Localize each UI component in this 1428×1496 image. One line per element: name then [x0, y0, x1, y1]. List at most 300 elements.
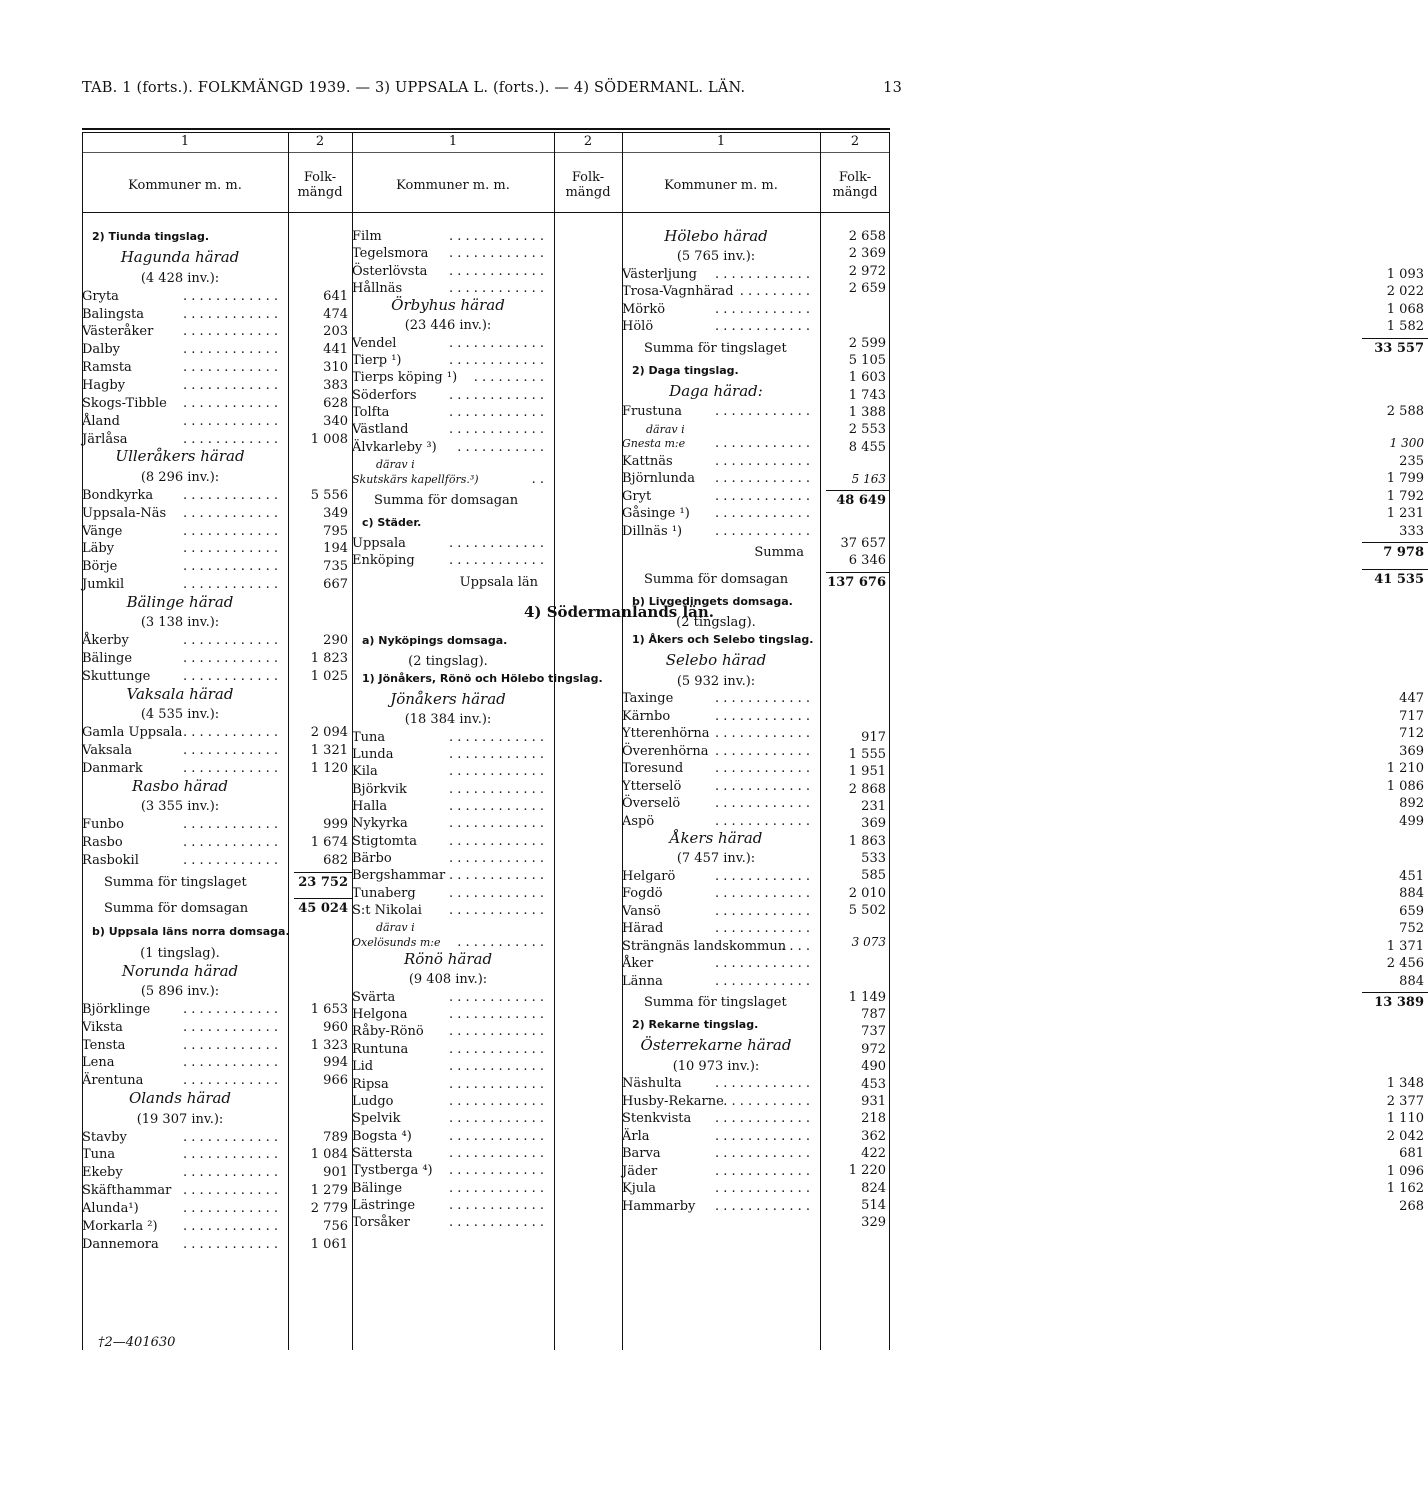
row-name: Hållnäs: [352, 281, 403, 297]
row-name: Västeråker: [82, 324, 154, 340]
row-name: Summa för domsagan: [374, 493, 519, 509]
row-value: 795: [323, 523, 348, 539]
row-name: (18 384 inv.):: [404, 712, 492, 728]
row-value: 1 388: [848, 405, 886, 421]
row-name: Gryta: [82, 288, 119, 304]
section-heading: [82, 469, 348, 487]
leader-dots: . . . . . . . . . . . .: [714, 1163, 810, 1179]
section-heading: [622, 593, 1424, 614]
row-value: 789: [323, 1129, 348, 1145]
table-row: [622, 1075, 1424, 1093]
leader-dots: . . . . . . . . . . . .: [182, 360, 278, 376]
row-name: Uppsala: [352, 536, 406, 552]
row-name: Råby-Rönö: [352, 1024, 424, 1040]
row-name: Tystberga ⁴): [352, 1163, 433, 1179]
leader-dots: . . . . . . . . . . . .: [714, 1111, 810, 1126]
row-name: Balingsta: [82, 306, 144, 322]
row-value: 2 553: [848, 422, 886, 438]
table-row: [82, 413, 348, 431]
row-name: Kila: [352, 764, 378, 780]
row-value: 340: [323, 413, 348, 429]
row-name: Tierp ¹): [352, 353, 402, 369]
col-number-1b: 1: [448, 134, 458, 149]
leader-dots: . . . . . . . . . . . .: [714, 436, 810, 452]
row-name: Kjula: [622, 1181, 657, 1196]
table-row: [82, 341, 348, 359]
row-name: Dalby: [82, 342, 120, 358]
leader-dots: . . . . . . . . . . . .: [714, 319, 810, 335]
leader-dots: . . . . . . . . . . . .: [714, 778, 810, 794]
row-value: 585: [861, 868, 886, 884]
row-name: Summa: [754, 545, 804, 561]
row-value: 2 042: [1386, 1128, 1424, 1144]
section-heading: [622, 850, 1424, 868]
row-name: Tunaberg: [352, 885, 416, 901]
row-value: 474: [323, 306, 348, 322]
leader-dots: . . . . . . . . . . . .: [182, 342, 278, 358]
table-row: [622, 903, 1424, 921]
leader-dots: . . . . . . . . . . . .: [448, 1041, 544, 1057]
row-name: Helgona: [352, 1007, 408, 1023]
table-row: [622, 1180, 1424, 1198]
row-name: (2 tingslag).: [676, 614, 756, 630]
table-top-rule-thin: [82, 132, 890, 133]
table-row: [82, 650, 348, 668]
row-name: Ulleråkers härad: [115, 447, 245, 466]
col-number-2a: 2: [315, 134, 325, 149]
row-name: Fogdö: [622, 886, 663, 902]
row-value: 735: [323, 559, 348, 575]
table-row: [622, 403, 1424, 421]
row-value: 667: [323, 577, 348, 593]
leader-dots: . . . . . . . . . . . .: [448, 422, 544, 438]
page-number: 13: [883, 80, 902, 96]
row-value: 235: [1399, 453, 1424, 469]
leader-dots: . . . . . . . . . . . .: [448, 868, 544, 884]
col-header-kommuner-c: Kommuner m. m.: [664, 178, 778, 193]
leader-dots: . . . . . . . . . . . .: [448, 263, 544, 279]
table-row: [622, 725, 1424, 743]
district-heading: [622, 652, 1424, 672]
row-name: Länna: [622, 973, 663, 989]
row-name: Björkvik: [352, 781, 407, 797]
leader-dots: . . . . . . . . . . . .: [182, 1037, 278, 1053]
district-heading: [622, 830, 1424, 850]
leader-dots: . . . . . . . . . . . .: [448, 281, 544, 297]
row-name: Morkarla ²): [82, 1218, 158, 1234]
leader-dots: . . . . . . . . . . . .: [448, 781, 544, 797]
row-value: 218: [861, 1111, 886, 1127]
population-table: [82, 128, 1424, 1348]
row-value: 659: [1399, 903, 1424, 919]
row-value: 290: [323, 633, 348, 649]
row-name: Björklinge: [82, 1001, 151, 1017]
row-name: Björnlunda: [622, 471, 695, 487]
section-heading: [82, 945, 348, 963]
table-row: [82, 742, 348, 760]
row-value: 362: [861, 1128, 886, 1144]
table-row: [622, 523, 1424, 541]
table-row: [622, 1110, 1424, 1128]
row-value: 1 743: [848, 387, 886, 403]
leader-dots: . . . . . . . . . . . .: [714, 726, 810, 741]
table-row: [82, 632, 348, 650]
sum-row: [622, 567, 1424, 593]
section-heading: [82, 228, 348, 249]
section-heading: [622, 248, 1424, 266]
leader-dots: . . . . . . . . . . . .: [714, 1146, 810, 1161]
leader-dots: . . . . . . . . . . . .: [448, 1180, 544, 1196]
row-name: Åkers härad: [669, 829, 763, 847]
row-value: 1 792: [1386, 488, 1424, 504]
leader-dots: . . . . . . . . . . . .: [182, 487, 278, 503]
leader-dots: . . . . . . . . . . . .: [182, 1200, 278, 1216]
table-row: [82, 306, 348, 324]
footer-note: †2—401630: [98, 1335, 176, 1350]
sum-rule: [1362, 569, 1428, 570]
leader-dots: . . . . . . . . . . . .: [714, 796, 810, 811]
row-value: 917: [861, 729, 886, 745]
row-name: Tierps köping ¹): [352, 370, 458, 386]
row-name: Lena: [82, 1055, 115, 1071]
section-heading: [622, 421, 1424, 436]
row-value: 13 389: [1374, 995, 1424, 1011]
leader-dots: . . . . . . . . . . . .: [182, 743, 278, 759]
row-value: 7 978: [1383, 545, 1424, 561]
row-value: 453: [861, 1076, 886, 1092]
row-name: Vaksala härad: [126, 684, 234, 703]
leader-dots: . . . . . . . . . . . .: [182, 725, 278, 741]
table-row: [622, 760, 1424, 778]
leader-dots: . . . . . . . . . . . .: [182, 760, 278, 776]
leader-dots: . . . . . . . . . . . .: [448, 1059, 544, 1075]
row-value: 641: [323, 288, 348, 304]
row-name: Söderfors: [352, 387, 417, 403]
table-row: [622, 470, 1424, 488]
leader-dots: . . . . . . . . . . .: [457, 439, 544, 455]
row-name: därav i: [376, 458, 415, 472]
col-header-kommuner-a: Kommuner m. m.: [128, 178, 242, 193]
table-row: [622, 778, 1424, 796]
row-name: Hagby: [82, 378, 126, 394]
row-value: 1 220: [848, 1163, 886, 1179]
leader-dots: . .: [531, 471, 544, 487]
row-name: Örbyhus härad: [391, 296, 505, 315]
col-header-folkmangd-b: [554, 170, 622, 200]
leader-dots: . . . . . . . . . . . .: [182, 1147, 278, 1163]
row-name: (9 408 inv.):: [408, 972, 488, 988]
leader-dots: . . . . . . . . . . . .: [448, 885, 544, 901]
row-name: Rasbo: [82, 835, 123, 850]
leader-dots: . . . . . . . . . . . .: [448, 1163, 544, 1179]
leader-dots: . . . . . . . . . . . .: [448, 764, 544, 780]
leader-dots: . . . . . . . . . . . .: [448, 246, 544, 262]
row-value: 451: [1399, 868, 1424, 884]
row-value: 490: [861, 1059, 886, 1075]
row-name: Stenkvista: [622, 1111, 692, 1126]
row-name: Funbo: [82, 817, 124, 833]
row-value: 5 105: [848, 353, 886, 369]
row-name: Åker: [622, 956, 654, 972]
row-name: Ärla: [622, 1128, 650, 1144]
row-value: 2 369: [848, 246, 886, 262]
table-row: [82, 852, 348, 870]
col-number-1c: 1: [716, 134, 726, 149]
district-heading: [82, 778, 348, 799]
leader-dots: . . . . . . . . . . . .: [448, 989, 544, 1005]
row-name: Barva: [622, 1146, 661, 1161]
leader-dots: . . . . . . . . . . . .: [714, 886, 810, 902]
leader-dots: . . . . . . . . . . . .: [182, 413, 278, 429]
row-value: 533: [861, 850, 886, 866]
row-name: Svärta: [352, 989, 396, 1005]
section-heading: [622, 631, 1424, 652]
row-value: 1 799: [1386, 471, 1424, 487]
leader-dots: . . . . . . . . . . . .: [182, 505, 278, 521]
row-name: Näshulta: [622, 1076, 682, 1091]
row-value: 787: [861, 1007, 886, 1023]
table-row: [622, 505, 1424, 523]
row-value: 1 279: [310, 1183, 348, 1199]
row-value: 1 863: [848, 833, 886, 849]
table-row: [352, 1214, 886, 1231]
row-value: 41 535: [1374, 571, 1424, 587]
col-number-1a: 1: [180, 134, 190, 149]
row-name: 2) Rekarne tingslag.: [632, 1018, 759, 1032]
row-name: Tuna: [82, 1147, 116, 1163]
row-name: Runtuna: [352, 1041, 409, 1057]
row-name: Summa för tingslaget: [644, 340, 787, 356]
row-value: 1 162: [1386, 1181, 1424, 1196]
row-name: Järlåsa: [82, 431, 128, 447]
row-name: (8 296 inv.):: [140, 469, 220, 485]
leader-dots: . . . . . . . . . . . .: [448, 387, 544, 403]
sum-row: [622, 336, 1424, 362]
row-name: därav i: [646, 422, 685, 436]
col-number-2c: 2: [850, 134, 860, 149]
row-name: Börje: [82, 559, 118, 575]
row-name: Danmark: [82, 760, 143, 776]
leader-dots: . . . . . . . . . . . .: [714, 903, 810, 919]
row-name: Alunda¹): [82, 1200, 139, 1216]
row-name: Uppsala län: [459, 574, 538, 590]
leader-dots: . . . . . . . . . . . .: [714, 813, 810, 829]
row-name: 1) Åkers och Selebo tingslag.: [632, 633, 814, 647]
row-name: Bogsta ⁴): [352, 1128, 412, 1144]
row-value: 1 093: [1386, 266, 1424, 282]
row-value: 682: [323, 852, 348, 868]
table-row: [622, 1163, 1424, 1181]
leader-dots: . . . . . . . . . . . .: [448, 1076, 544, 1092]
row-value: 2 599: [848, 335, 886, 351]
row-value: 737: [861, 1024, 886, 1040]
table-row: [82, 558, 348, 576]
leader-dots: . . . . . . . . .: [739, 284, 810, 300]
row-name: Norunda härad: [121, 961, 239, 980]
row-value: 2 094: [310, 725, 348, 741]
table-row: [622, 453, 1424, 471]
row-name: Lästringe: [352, 1197, 416, 1213]
row-value: 268: [1399, 1198, 1424, 1214]
row-name: Halla: [352, 798, 388, 814]
leader-dots: . . . . . . . . . . . .: [714, 404, 810, 419]
row-name: Läby: [82, 541, 115, 557]
row-name: b) Uppsala läns norra domsaga.: [92, 925, 290, 939]
leader-dots: . . . . . . . . . . . .: [714, 921, 810, 937]
leader-dots: . . . . . . . . . . . .: [714, 956, 810, 972]
row-value: 1 068: [1386, 301, 1424, 317]
row-name: (3 355 inv.):: [140, 799, 220, 815]
row-value: 2 588: [1386, 404, 1424, 419]
row-name: Toresund: [622, 761, 684, 776]
table-row: [622, 301, 1424, 319]
table-row: [622, 266, 1424, 284]
row-name: Stigtomta: [352, 833, 417, 849]
leader-dots: . . . . . . . . . . . .: [448, 816, 544, 832]
row-name: Jumkil: [82, 577, 125, 593]
row-value: 752: [1399, 921, 1424, 937]
row-value: 329: [861, 1215, 886, 1231]
table-row: [622, 868, 1424, 886]
leader-dots: . . . . . . . . . . . .: [182, 1165, 278, 1181]
row-name: Frustuna: [622, 404, 682, 419]
section-heading: [82, 798, 348, 816]
row-name: Ramsta: [82, 360, 132, 376]
row-name: Bondkyrka: [82, 487, 154, 503]
row-name: Hammarby: [622, 1198, 696, 1214]
row-value: 1 110: [1386, 1111, 1424, 1126]
row-value: 1 231: [1386, 506, 1424, 522]
row-value: 901: [323, 1165, 348, 1181]
row-value: 23 752: [298, 874, 348, 890]
table-row: [622, 1198, 1424, 1216]
row-name: Härad: [622, 921, 664, 937]
leader-dots: . . . . . . . . . . . .: [182, 1218, 278, 1234]
sum-row: [82, 896, 348, 923]
district-heading: [82, 448, 348, 469]
row-value: 1 582: [1386, 319, 1424, 335]
row-value: 1 321: [310, 743, 348, 759]
row-name: Bälinge: [82, 651, 133, 667]
row-value: 1 348: [1386, 1076, 1424, 1091]
col-header-folk: Folk-: [303, 170, 337, 185]
row-value: 5 163: [851, 471, 886, 486]
section-heading: [82, 614, 348, 632]
row-value: 931: [861, 1093, 886, 1109]
row-name: Vansö: [622, 903, 661, 919]
row-value: 2 868: [848, 781, 886, 797]
row-name: Tuna: [352, 729, 386, 745]
leader-dots: . . . . . . . . . . . .: [714, 266, 810, 282]
row-name: Ytterselö: [622, 778, 682, 794]
row-value: 37 657: [840, 536, 886, 552]
leader-dots: . . . . . . . . . . . .: [448, 553, 544, 569]
sum-rule: [1362, 542, 1428, 543]
row-value: 441: [323, 342, 348, 358]
leader-dots: . . . . . . . . . . . .: [448, 1007, 544, 1023]
row-value: 1 210: [1386, 761, 1424, 776]
row-value: 884: [1399, 886, 1424, 902]
row-name: Kattnäs: [622, 453, 673, 469]
row-name: (4 535 inv.):: [140, 707, 220, 723]
district-heading: [622, 383, 1424, 403]
row-value: 999: [323, 817, 348, 833]
row-name: Hölebo härad: [664, 227, 768, 245]
row-name: Gnesta m:e: [622, 437, 686, 451]
row-name: Helgarö: [622, 868, 676, 884]
row-name: Vaksala: [82, 743, 133, 759]
leader-dots: . . . . . . . . . . . .: [182, 431, 278, 447]
row-value: 2 659: [848, 281, 886, 297]
leader-dots: . . . . . . . . . . . .: [182, 835, 278, 850]
leader-dots: . . . . . . . . . . . .: [448, 1024, 544, 1040]
leader-dots: . . . . . . . . . . . .: [182, 1019, 278, 1035]
row-value: 48 649: [836, 493, 886, 509]
row-value: 45 024: [298, 901, 348, 917]
district-heading: [82, 686, 348, 707]
leader-dots: . . . . . . . . . . . .: [714, 1181, 810, 1196]
leader-dots: . . . . . . . . . . . .: [182, 633, 278, 649]
row-value: 1 674: [310, 835, 348, 850]
leader-dots: . . . . . . . . . . . .: [714, 761, 810, 776]
section-heading: [622, 362, 1424, 383]
leader-dots: . . . . . . . . . . . .: [714, 1128, 810, 1144]
sum-rule: [1362, 992, 1428, 993]
row-value: 349: [323, 505, 348, 521]
col-number-2b: 2: [583, 134, 593, 149]
table-row: [82, 668, 348, 686]
leader-dots: . . . . . . . . . . . .: [182, 378, 278, 394]
row-name: (1 tingslag).: [140, 945, 220, 961]
row-name: Överselö: [622, 796, 681, 811]
row-name: därav i: [376, 921, 415, 935]
row-name: Skogs-Tibble: [82, 395, 167, 411]
row-value: 892: [1399, 796, 1424, 811]
leader-dots: . . . . . . . . . . . .: [448, 1128, 544, 1144]
col-header-mangd: mängd: [565, 185, 611, 200]
sum-rule: [294, 898, 352, 899]
leader-dots: . . . . . . . . . . . .: [182, 1055, 278, 1071]
row-value: 514: [861, 1197, 886, 1213]
section-heading: [82, 923, 348, 944]
table-row: [622, 1128, 1424, 1146]
col-header-kommuner-b: Kommuner m. m.: [396, 178, 510, 193]
row-value: 8 455: [848, 439, 886, 455]
leader-dots: . . . . . . . . .: [473, 370, 544, 386]
leader-dots: . . . . . . . . . . . .: [714, 471, 810, 487]
leader-dots: . . . . . . . . . . . .: [182, 288, 278, 304]
row-name: Jäder: [622, 1163, 658, 1179]
leader-dots: . . . . . . . . . . . .: [448, 850, 544, 866]
section-heading: [82, 270, 348, 288]
row-name: Åkerby: [82, 633, 129, 649]
table-row: [82, 377, 348, 395]
section-heading: [622, 673, 1424, 691]
table-row: [82, 1072, 348, 1090]
table-row: [82, 1164, 348, 1182]
row-name: Husby-Rekarne: [622, 1093, 724, 1109]
row-name: Ekeby: [82, 1165, 123, 1181]
leader-dots: . . . . . . . . . . . .: [448, 335, 544, 351]
leader-dots: . . . . . . . . . . . .: [714, 1076, 810, 1091]
row-name: Trosa-Vagnhärad: [622, 284, 734, 300]
leader-dots: . . . . . . . . . . . .: [448, 229, 544, 244]
sum-row: [622, 990, 1424, 1016]
row-name: Ärentuna: [82, 1073, 144, 1089]
row-value: 756: [323, 1218, 348, 1234]
row-value: 369: [861, 816, 886, 832]
row-name: c) Städer.: [362, 516, 422, 530]
